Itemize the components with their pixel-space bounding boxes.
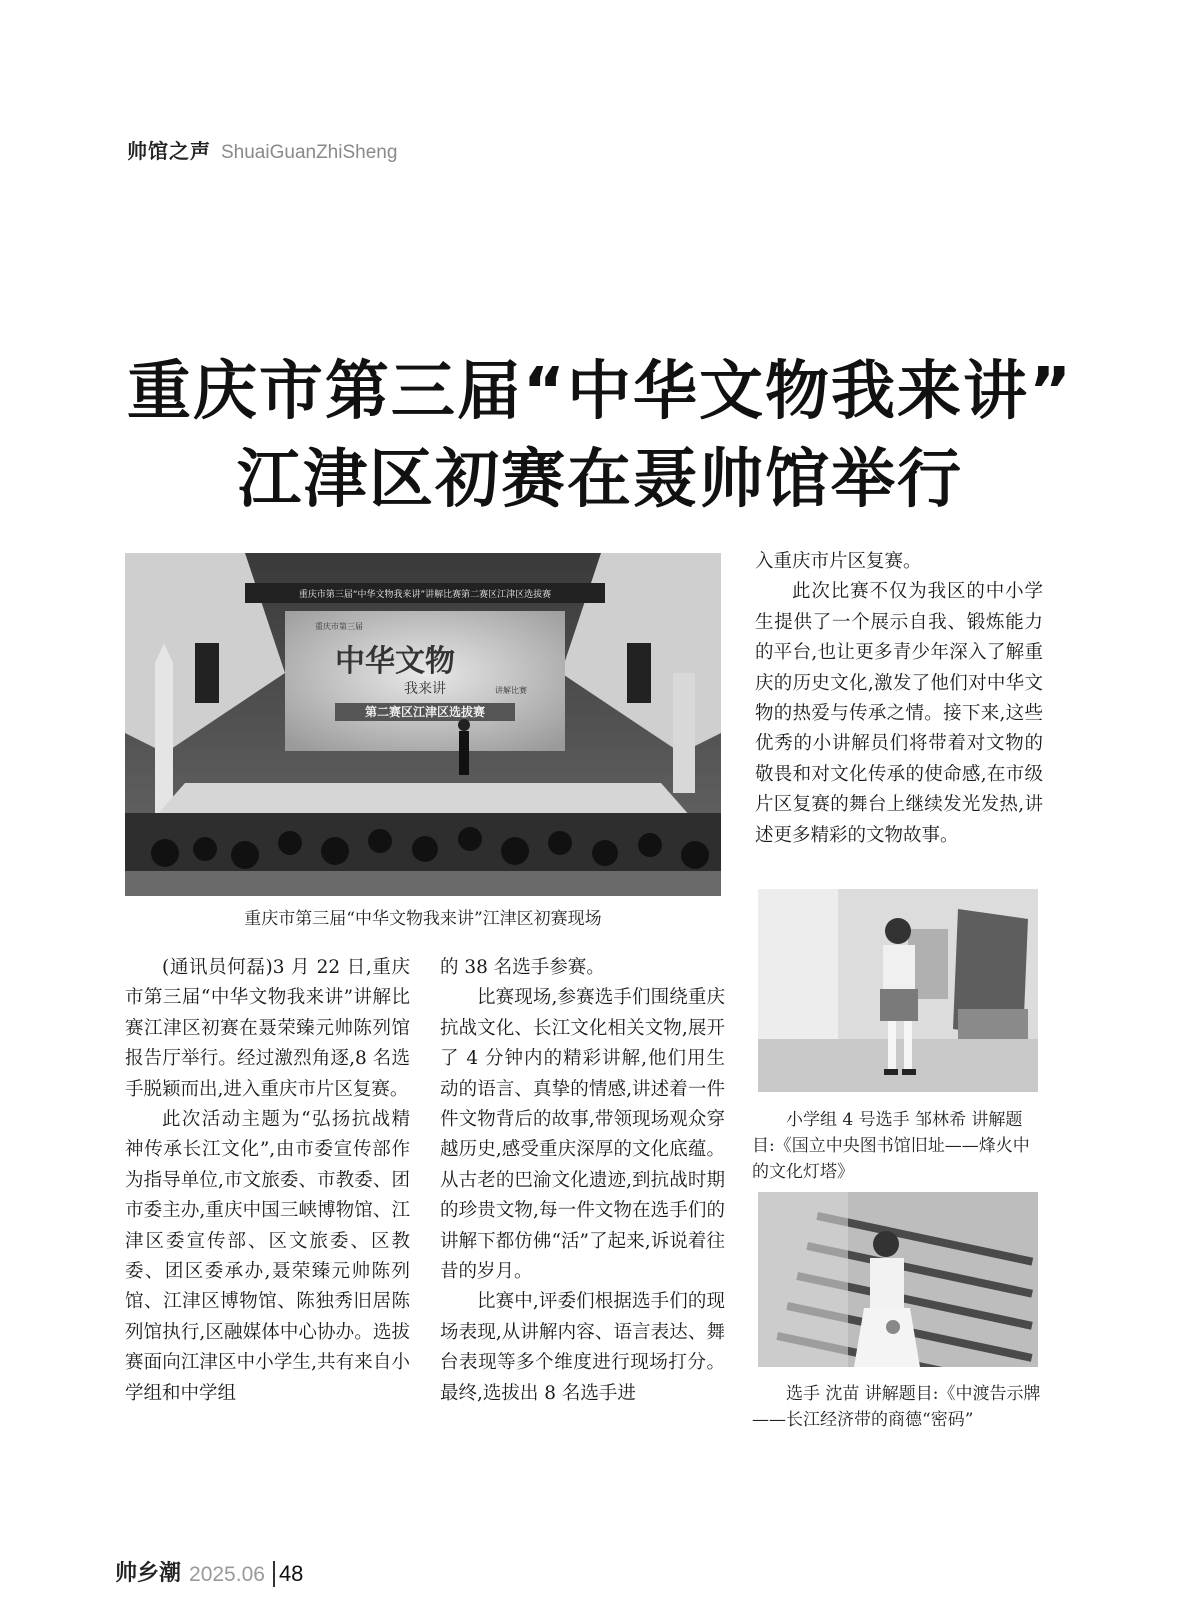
contestant-photo-1 [758, 889, 1038, 1092]
photo-banner-text: 重庆市第三届“中华文物我来讲”讲解比赛第二赛区江津区选拔赛 [298, 590, 552, 600]
column2-paragraph-1: 比赛现场,参赛选手们围绕重庆抗战文化、长江文化相关文物,展开了 4 分钟内的精彩讲解,他们用生动的语言、真挚的情感,讲述着一件件文物背后的故事,带领现场观众穿越历史,感受重庆深厚的文化底蕴。从古老的巴渝文化遗迹,到抗战时期的珍贵文物,每一件文物在选手们的讲解下都仿佛“活”了起来,诉说着往昔的岁月。 [440, 987, 725, 1283]
contestant-photo-1-caption: 小学组 4 号选手 邹林希 讲解题目:《国立中央图书馆旧址——烽火中的文化灯塔》 [752, 1110, 1030, 1182]
section-title-en: ShuaiGuanZhiSheng [221, 142, 398, 163]
section-title-cn: 帅馆之声 [127, 139, 211, 163]
article-title-line1: 重庆市第三届“中华文物我来讲” [126, 355, 1074, 429]
article-column-1 [125, 953, 410, 1409]
column2-paragraph-2: 比赛中,评委们根据选手们的现场表现,从讲解内容、语言表达、舞台表现等多个维度进行现场打分。最终,选拔出 8 名选手进 [440, 1291, 725, 1404]
article-column-2 [440, 953, 725, 1409]
screen-small-text: 重庆市第三届 [315, 622, 363, 631]
screen-logo-text: 中华文物 [335, 644, 455, 679]
issue-date: 2025.06 [189, 1563, 265, 1586]
page-footer [115, 1556, 303, 1587]
screen-logo-text-2: 我来讲 [404, 681, 446, 697]
article-title-line2: 江津区初赛在聂帅馆举行 [237, 443, 963, 517]
column3-paragraph-0: 入重庆市片区复赛。 [755, 551, 922, 572]
column1-paragraph-2: 此次活动主题为“弘扬抗战精神传承长江文化”,由市委宣传部作为指导单位,市文旅委、市教委、团市委主办,重庆中国三峡博物馆、江津区委宣传部、区文旅委、区教委、团区委承办,聂荣臻元帅陈列馆、江津区博物馆、陈独秀旧居陈列馆执行,区融媒体中心协办。选拔赛面向江津区中小学生,共有来自小学组和中学组 [125, 1109, 410, 1404]
column2-paragraph-0: 的 38 名选手参赛。 [440, 957, 605, 978]
column3-paragraph-1: 此次比赛不仅为我区的中小学生提供了一个展示自我、锻炼能力的平台,也让更多青少年深入了解重庆的历史文化,激发了他们对中华文物的热爱与传承之情。接下来,这些优秀的小讲解员们将带着对文物的敬畏和对文化传承的使命感,在市级片区复赛的舞台上继续发光发热,讲述更多精彩的文物故事。 [755, 581, 1043, 846]
main-photo-caption: 重庆市第三届“中华文物我来讲”江津区初赛现场 [244, 909, 602, 929]
magazine-name: 帅乡潮 [115, 1560, 182, 1586]
screen-bottom-text: 第二赛区江津区选拔赛 [364, 705, 486, 719]
page-number: 48 [273, 1561, 303, 1587]
article-column-3 [755, 547, 1043, 851]
contestant-photo-2-caption: 选手 沈苗 讲解题目:《中渡告示牌——长江经济带的商德“密码” [752, 1384, 1041, 1430]
main-photo [125, 553, 721, 896]
screen-sub-text: 讲解比赛 [495, 686, 527, 695]
section-header [127, 135, 397, 164]
column1-paragraph-1: (通讯员何磊)3 月 22 日,重庆市第三届“中华文物我来讲”讲解比赛江津区初赛在聂荣臻元帅陈列馆报告厅举行。经过激烈角逐,8 名选手脱颖而出,进入重庆市片区复赛。 [125, 957, 410, 1100]
contestant-photo-2 [758, 1192, 1038, 1367]
